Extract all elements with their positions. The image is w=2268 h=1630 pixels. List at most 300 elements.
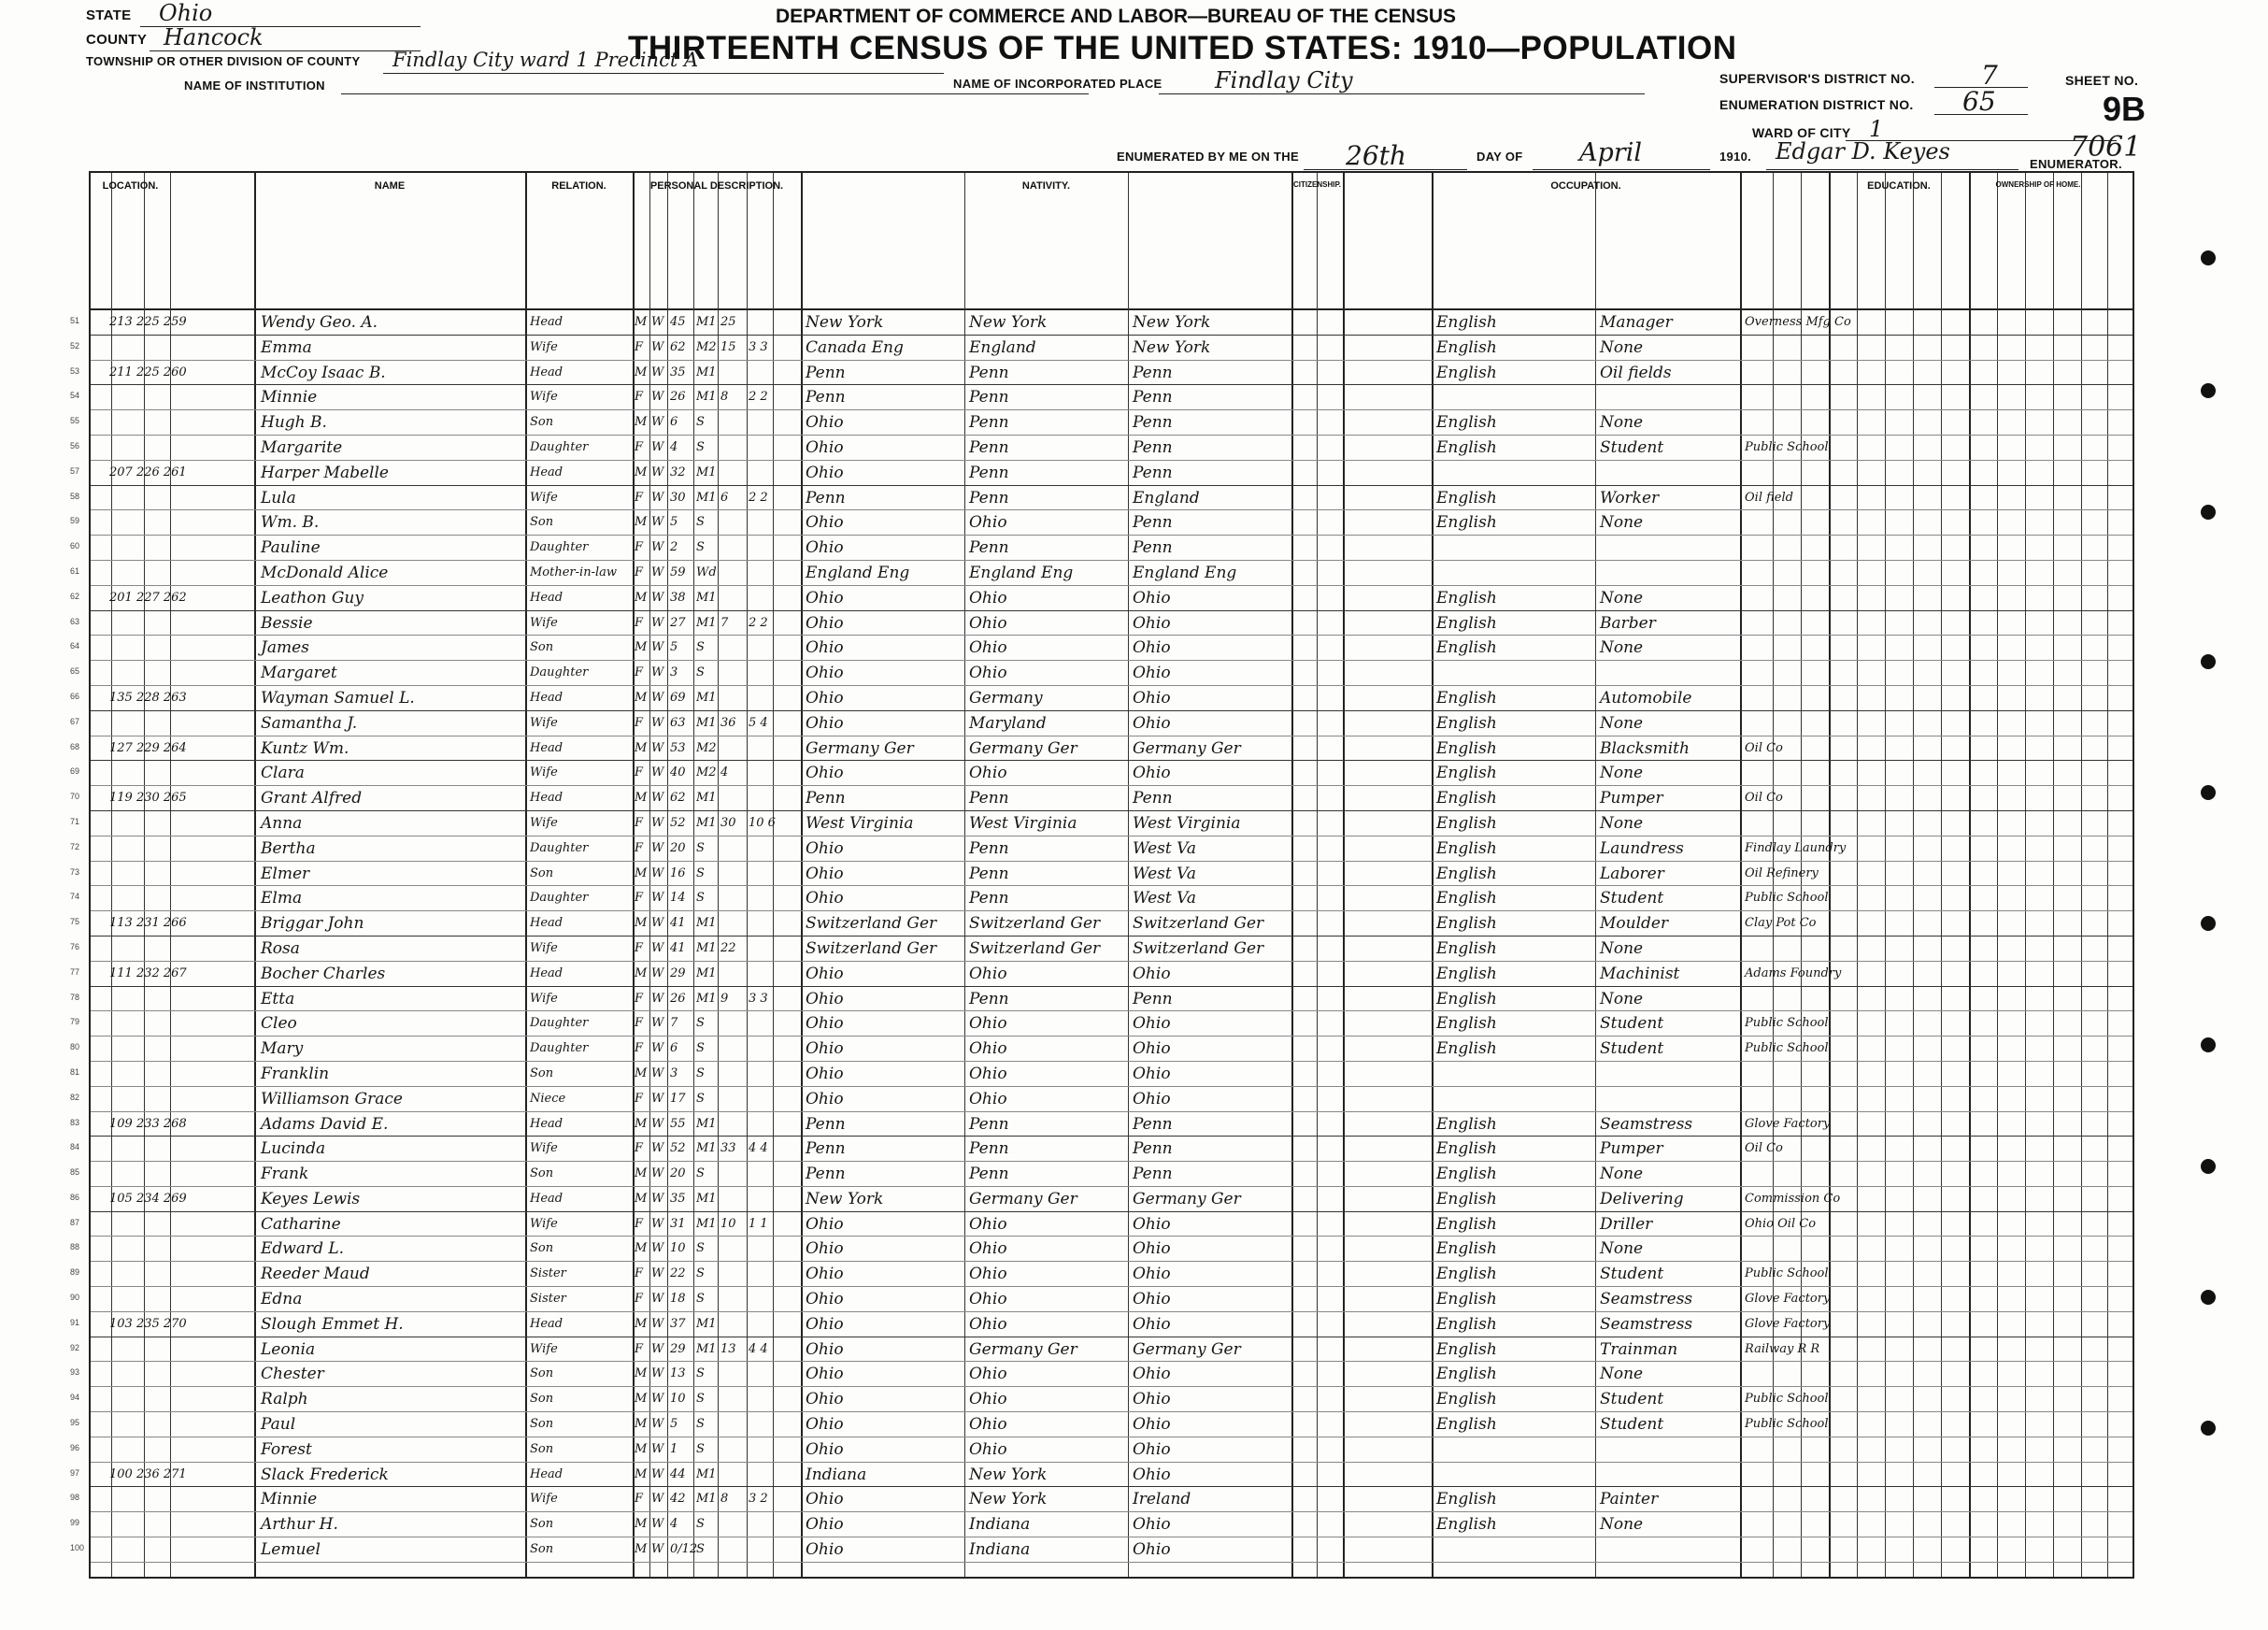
cell-ch	[749, 1163, 799, 1185]
cell-birth: Ohio	[806, 664, 844, 683]
cell-race: W	[651, 690, 664, 705]
cell-mar: S	[696, 1542, 705, 1557]
cell-birth: Ohio	[806, 1089, 844, 1108]
cell-birth: Ohio	[806, 1540, 844, 1560]
cell-name: Bocher Charles	[261, 964, 386, 983]
cell-trade	[1600, 1538, 1738, 1561]
cell-age: 41	[670, 916, 686, 931]
education-heading: EDUCATION.	[1867, 180, 1931, 192]
cell-name: Harper Mabelle	[261, 463, 389, 482]
table-row	[70, 436, 2132, 461]
cell-ch	[749, 1063, 799, 1085]
cell-age: 6	[670, 415, 678, 430]
cell-trade: Student	[1600, 1390, 1664, 1409]
cell-sex: F	[635, 565, 644, 579]
cell-trade: Pumper	[1600, 789, 1663, 808]
cell-mar: Wd	[696, 565, 717, 579]
cell-trade: Moulder	[1600, 914, 1669, 934]
cell-rel: Son	[530, 1392, 554, 1407]
cell-rel: Son	[530, 1542, 554, 1557]
cell-race: W	[651, 965, 664, 980]
line-number: 65	[70, 666, 80, 677]
cell-loc	[109, 1338, 250, 1361]
cell-birth: Ohio	[806, 1314, 844, 1334]
cell-industry	[1745, 1488, 1827, 1510]
cell-birth: Ohio	[806, 1365, 844, 1384]
relation-heading: RELATION.	[551, 180, 606, 192]
cell-birth: Ohio	[806, 1039, 844, 1059]
township-value: Findlay City ward 1 Precinct A	[392, 49, 699, 71]
cell-name: Leathon Guy	[261, 588, 364, 608]
cell-sex: F	[635, 840, 644, 855]
line-number: 98	[70, 1493, 80, 1503]
table-row	[70, 1512, 2132, 1537]
cell-race: W	[651, 1016, 664, 1031]
line-number: 70	[70, 792, 80, 802]
cell-sex: M	[635, 690, 648, 705]
cell-mar: S	[696, 640, 705, 655]
table-row	[70, 1287, 2132, 1312]
cell-lang: English	[1436, 1290, 1497, 1309]
cell-age: 52	[670, 1141, 686, 1156]
cell-rel: Son	[530, 515, 554, 530]
cell-age: 2	[670, 540, 678, 555]
cell-ch: 3 3	[749, 339, 768, 354]
cell-lang: English	[1436, 938, 1497, 958]
cell-race: W	[651, 1492, 664, 1507]
cell-race: W	[651, 765, 664, 780]
line-number: 71	[70, 816, 80, 826]
cell-name: Briggar John	[261, 914, 364, 934]
cell-sex: F	[635, 390, 644, 405]
cell-father: Maryland	[969, 713, 1047, 733]
cell-sex: M	[635, 1417, 648, 1432]
cell-father: Indiana	[969, 1515, 1031, 1535]
cell-birth: Switzerland Ger	[806, 914, 937, 934]
cell-ch	[749, 362, 799, 384]
sheet-label: SHEET NO.	[2065, 73, 2139, 88]
cell-race: W	[651, 1141, 664, 1156]
population-table	[70, 171, 2134, 1579]
cell-age: 45	[670, 315, 686, 329]
cell-yrs	[720, 1163, 745, 1185]
cell-father: Penn	[969, 363, 1009, 382]
line-number: 85	[70, 1167, 80, 1178]
cell-mar: M1	[696, 590, 717, 605]
cell-rel: Wife	[530, 1492, 558, 1507]
cell-father: Germany Ger	[969, 738, 1077, 758]
cell-mar: M1	[696, 615, 717, 630]
cell-race: W	[651, 490, 664, 505]
cell-trade: None	[1600, 764, 1644, 783]
cell-age: 10	[670, 1392, 686, 1407]
table-row	[70, 1362, 2132, 1387]
cell-lang: English	[1436, 1390, 1497, 1409]
cell-name: Ralph	[261, 1390, 308, 1409]
cell-mar: M1	[696, 390, 717, 405]
cell-industry	[1745, 762, 1827, 784]
cell-rel: Son	[530, 1065, 554, 1080]
enumerated-day: 26th	[1346, 140, 1406, 171]
cell-mother: West Virginia	[1133, 813, 1241, 833]
cell-mother: Ohio	[1133, 588, 1171, 608]
cell-birth: Ohio	[806, 688, 844, 708]
cell-mother: Ohio	[1133, 1465, 1171, 1484]
cell-yrs	[720, 1313, 745, 1336]
cell-lang: English	[1436, 413, 1497, 433]
cell-mother: Penn	[1133, 363, 1173, 382]
cell-lang: English	[1436, 1314, 1497, 1334]
cell-birth: Ohio	[806, 1239, 844, 1259]
county-rule	[150, 50, 421, 51]
cell-industry	[1745, 636, 1827, 659]
cell-mother: Ohio	[1133, 713, 1171, 733]
cell-mar: S	[696, 1292, 705, 1307]
cell-name: McDonald Alice	[261, 563, 389, 582]
cell-age: 18	[670, 1292, 686, 1307]
cell-loc: 100 236 271	[109, 1466, 187, 1481]
table-row	[70, 711, 2132, 736]
punch-hole	[2201, 1290, 2216, 1305]
cell-mar: M1	[696, 1466, 717, 1481]
table-row	[70, 937, 2132, 962]
cell-rel: Daughter	[530, 840, 589, 855]
cell-trade: None	[1600, 1365, 1644, 1384]
cell-yrs: 25	[720, 315, 736, 329]
cell-industry: Ohio Oil Co	[1745, 1216, 1817, 1231]
table-row	[70, 561, 2132, 586]
cell-loc: 103 235 270	[109, 1316, 187, 1331]
cell-loc	[109, 1163, 250, 1185]
cell-trade: Manager	[1600, 313, 1673, 332]
enumeration-label: ENUMERATION DISTRICT NO.	[1719, 97, 1914, 112]
cell-name: Wendy Geo. A.	[261, 313, 378, 332]
line-number: 59	[70, 516, 80, 526]
cell-birth: New York	[806, 313, 884, 332]
cell-race: W	[651, 1441, 664, 1456]
cell-trade: Seamstress	[1600, 1290, 1693, 1309]
cell-mar: M1	[696, 315, 717, 329]
line-number: 75	[70, 917, 80, 927]
cell-trade	[1600, 1464, 1738, 1486]
cell-birth: Ohio	[806, 889, 844, 908]
cell-rel: Wife	[530, 490, 558, 505]
cell-mar: S	[696, 1166, 705, 1181]
table-row	[70, 811, 2132, 836]
cell-race: W	[651, 1292, 664, 1307]
cell-industry	[1745, 1513, 1827, 1536]
cell-age: 41	[670, 940, 686, 955]
cell-ch: 2 2	[749, 615, 768, 630]
cell-industry	[1745, 1163, 1827, 1185]
cell-race: W	[651, 891, 664, 906]
nativity-heading: NATIVITY.	[1021, 180, 1071, 192]
department-title: DEPARTMENT OF COMMERCE AND LABOR—BUREAU OF THE CENSUS	[776, 6, 1456, 27]
cell-industry: Glove Factory	[1745, 1316, 1831, 1331]
line-number: 84	[70, 1142, 80, 1152]
line-number: 62	[70, 591, 80, 601]
cell-sex: M	[635, 315, 648, 329]
cell-yrs: 36	[720, 715, 736, 730]
cell-race: W	[651, 1241, 664, 1256]
cell-father: Ohio	[969, 964, 1007, 983]
cell-sex: F	[635, 1091, 644, 1106]
cell-rel: Daughter	[530, 665, 589, 680]
cell-mar: S	[696, 891, 705, 906]
cell-name: Elmer	[261, 864, 310, 883]
cell-rel: Head	[530, 465, 563, 479]
cell-ch	[749, 411, 799, 434]
cell-rel: Head	[530, 1316, 563, 1331]
cell-race: W	[651, 1417, 664, 1432]
cell-industry	[1745, 536, 1827, 559]
cell-trade	[1600, 662, 1738, 684]
cell-name: Reeder Maud	[261, 1265, 370, 1284]
cell-sex: M	[635, 640, 648, 655]
cell-trade: Trainman	[1600, 1339, 1678, 1359]
cell-industry: Public School	[1745, 1016, 1829, 1031]
cell-yrs: 13	[720, 1341, 736, 1356]
cell-lang: English	[1436, 1365, 1497, 1384]
cell-name: Hugh B.	[261, 413, 327, 433]
cell-race: W	[651, 565, 664, 579]
cell-mother: Ohio	[1133, 638, 1171, 658]
cell-mother: West Va	[1133, 838, 1196, 858]
cell-sex: M	[635, 1191, 648, 1206]
cell-sex: F	[635, 439, 644, 454]
table-row	[70, 1437, 2132, 1463]
cell-name: Edward L.	[261, 1239, 345, 1259]
cell-lang: English	[1436, 1139, 1497, 1159]
line-number: 63	[70, 616, 80, 626]
cell-trade	[1600, 562, 1738, 584]
cell-father: Penn	[969, 388, 1009, 408]
cell-loc	[109, 812, 250, 835]
cell-loc	[109, 1137, 250, 1160]
cell-industry	[1745, 687, 1827, 709]
line-number: 100	[70, 1543, 85, 1553]
cell-industry: Public School	[1745, 1041, 1829, 1056]
cell-yrs	[720, 912, 745, 935]
cell-yrs	[720, 1088, 745, 1110]
occupation-heading: OCCUPATION.	[1550, 180, 1621, 192]
cell-rel: Head	[530, 791, 563, 806]
cell-name: Williamson Grace	[261, 1089, 403, 1108]
cell-rel: Son	[530, 1166, 554, 1181]
cell-mother: Ohio	[1133, 664, 1171, 683]
table-row	[70, 1212, 2132, 1237]
cell-birth: Penn	[806, 1139, 846, 1159]
line-number: 60	[70, 541, 80, 551]
cell-father: Germany Ger	[969, 1189, 1077, 1208]
table-row	[70, 761, 2132, 786]
table-row	[70, 486, 2132, 511]
cell-birth: Ohio	[806, 1290, 844, 1309]
cell-industry: Commission Co	[1745, 1191, 1841, 1206]
cell-mar: M1	[696, 1492, 717, 1507]
cell-lang: English	[1436, 363, 1497, 382]
cell-mother: Ohio	[1133, 1415, 1171, 1435]
line-number: 77	[70, 966, 80, 977]
cell-birth: Indiana	[806, 1465, 867, 1484]
cell-ch	[749, 863, 799, 885]
cell-mar: M2	[696, 740, 717, 755]
cell-ch: 1 1	[749, 1216, 768, 1231]
line-number: 66	[70, 691, 80, 701]
cell-race: W	[651, 390, 664, 405]
cell-race: W	[651, 1065, 664, 1080]
cell-lang: English	[1436, 1165, 1497, 1184]
table-row	[70, 1011, 2132, 1037]
cell-name: Pauline	[261, 538, 321, 558]
cell-loc	[109, 336, 250, 359]
cell-lang	[1436, 562, 1593, 584]
cell-mar: M1	[696, 940, 717, 955]
cell-ch	[749, 787, 799, 809]
cell-age: 32	[670, 465, 686, 479]
cell-loc: 109 233 268	[109, 1116, 187, 1131]
cell-loc: 201 227 262	[109, 590, 187, 605]
cell-ch	[749, 1513, 799, 1536]
cell-industry	[1745, 462, 1827, 484]
cell-yrs	[720, 1538, 745, 1561]
cell-trade	[1600, 1088, 1738, 1110]
cell-yrs	[720, 636, 745, 659]
cell-race: W	[651, 1266, 664, 1281]
state-label: STATE	[86, 7, 132, 23]
cell-ch: 10 6	[749, 815, 776, 830]
cell-industry: Oil Co	[1745, 1141, 1783, 1156]
cell-loc	[109, 1538, 250, 1561]
cell-lang: English	[1436, 638, 1497, 658]
cell-ch	[749, 687, 799, 709]
cell-ch	[749, 963, 799, 985]
cell-mar: S	[696, 1417, 705, 1432]
cell-rel: Daughter	[530, 439, 589, 454]
cell-race: W	[651, 315, 664, 329]
cell-ch	[749, 1464, 799, 1486]
cell-age: 29	[670, 1341, 686, 1356]
cell-lang: English	[1436, 688, 1497, 708]
cell-industry: Public School	[1745, 1417, 1829, 1432]
cell-industry	[1745, 587, 1827, 609]
cell-mar: S	[696, 1091, 705, 1106]
cell-name: Margarite	[261, 437, 343, 457]
cell-mother: Penn	[1133, 1114, 1173, 1134]
line-number: 74	[70, 892, 80, 902]
cell-mar: M1	[696, 916, 717, 931]
cell-loc	[109, 536, 250, 559]
cell-loc: 127 229 264	[109, 740, 187, 755]
cell-loc: 111 232 267	[109, 965, 187, 980]
table-row	[70, 1237, 2132, 1262]
cell-name: Wm. B.	[261, 513, 320, 533]
cell-loc: 135 228 263	[109, 690, 187, 705]
cell-trade: Student	[1600, 437, 1664, 457]
punch-hole	[2201, 916, 2216, 931]
cell-father: Penn	[969, 538, 1009, 558]
cell-mar: M1	[696, 791, 717, 806]
line-number: 89	[70, 1267, 80, 1278]
cell-yrs	[720, 511, 745, 534]
cell-mar: M1	[696, 815, 717, 830]
cell-lang: English	[1436, 764, 1497, 783]
cell-yrs: 8	[720, 390, 729, 405]
cell-age: 52	[670, 815, 686, 830]
corner-number: 7061	[2070, 131, 2142, 164]
table-row	[70, 1187, 2132, 1212]
cell-age: 62	[670, 791, 686, 806]
cell-rel: Daughter	[530, 1016, 589, 1031]
cell-industry	[1745, 1438, 1827, 1461]
cell-name: Cleo	[261, 1014, 297, 1034]
cell-mar: M1	[696, 365, 717, 379]
cell-mar: S	[696, 1041, 705, 1056]
cell-lang	[1436, 1088, 1593, 1110]
cell-yrs: 33	[720, 1141, 736, 1156]
cell-trade: Student	[1600, 1014, 1664, 1034]
cell-birth: Penn	[806, 488, 846, 508]
table-row	[70, 786, 2132, 811]
cell-industry	[1745, 562, 1827, 584]
cell-father: New York	[969, 313, 1048, 332]
cell-age: 5	[670, 640, 678, 655]
cell-ch	[749, 511, 799, 534]
cell-lang: English	[1436, 864, 1497, 883]
cell-sex: F	[635, 490, 644, 505]
cell-loc	[109, 511, 250, 534]
cell-lang: English	[1436, 789, 1497, 808]
cell-age: 0/12	[670, 1542, 698, 1557]
cell-loc: 105 234 269	[109, 1191, 187, 1206]
cell-rel: Head	[530, 1191, 563, 1206]
cell-trade: Worker	[1600, 488, 1660, 508]
cell-father: Ohio	[969, 1014, 1007, 1034]
line-number: 80	[70, 1042, 80, 1052]
cell-mother: Ohio	[1133, 764, 1171, 783]
cell-sex: M	[635, 1316, 648, 1331]
cell-rel: Son	[530, 415, 554, 430]
cell-race: W	[651, 1542, 664, 1557]
cell-father: England	[969, 337, 1036, 357]
cell-age: 14	[670, 891, 686, 906]
cell-ch: 2 2	[749, 490, 768, 505]
cell-lang	[1436, 1464, 1593, 1486]
cell-name: McCoy Isaac B.	[261, 363, 386, 382]
cell-rel: Wife	[530, 991, 558, 1006]
cell-mother: Ohio	[1133, 1390, 1171, 1409]
cell-lang	[1436, 386, 1593, 408]
cell-rel: Wife	[530, 339, 558, 354]
cell-sex: M	[635, 1366, 648, 1381]
cell-father: Penn	[969, 889, 1009, 908]
cell-age: 38	[670, 590, 686, 605]
table-row	[70, 987, 2132, 1012]
cell-race: W	[651, 365, 664, 379]
cell-rel: Son	[530, 1517, 554, 1532]
cell-mother: New York	[1133, 337, 1211, 357]
cell-lang: English	[1436, 488, 1497, 508]
line-number: 53	[70, 365, 80, 376]
cell-yrs	[720, 536, 745, 559]
cell-sex: F	[635, 765, 644, 780]
cell-industry	[1745, 1088, 1827, 1110]
enumeration-rule	[1934, 114, 2028, 115]
cell-father: Ohio	[969, 588, 1007, 608]
cell-loc	[109, 1438, 250, 1461]
line-number: 82	[70, 1092, 80, 1102]
cell-name: Grant Alfred	[261, 789, 363, 808]
